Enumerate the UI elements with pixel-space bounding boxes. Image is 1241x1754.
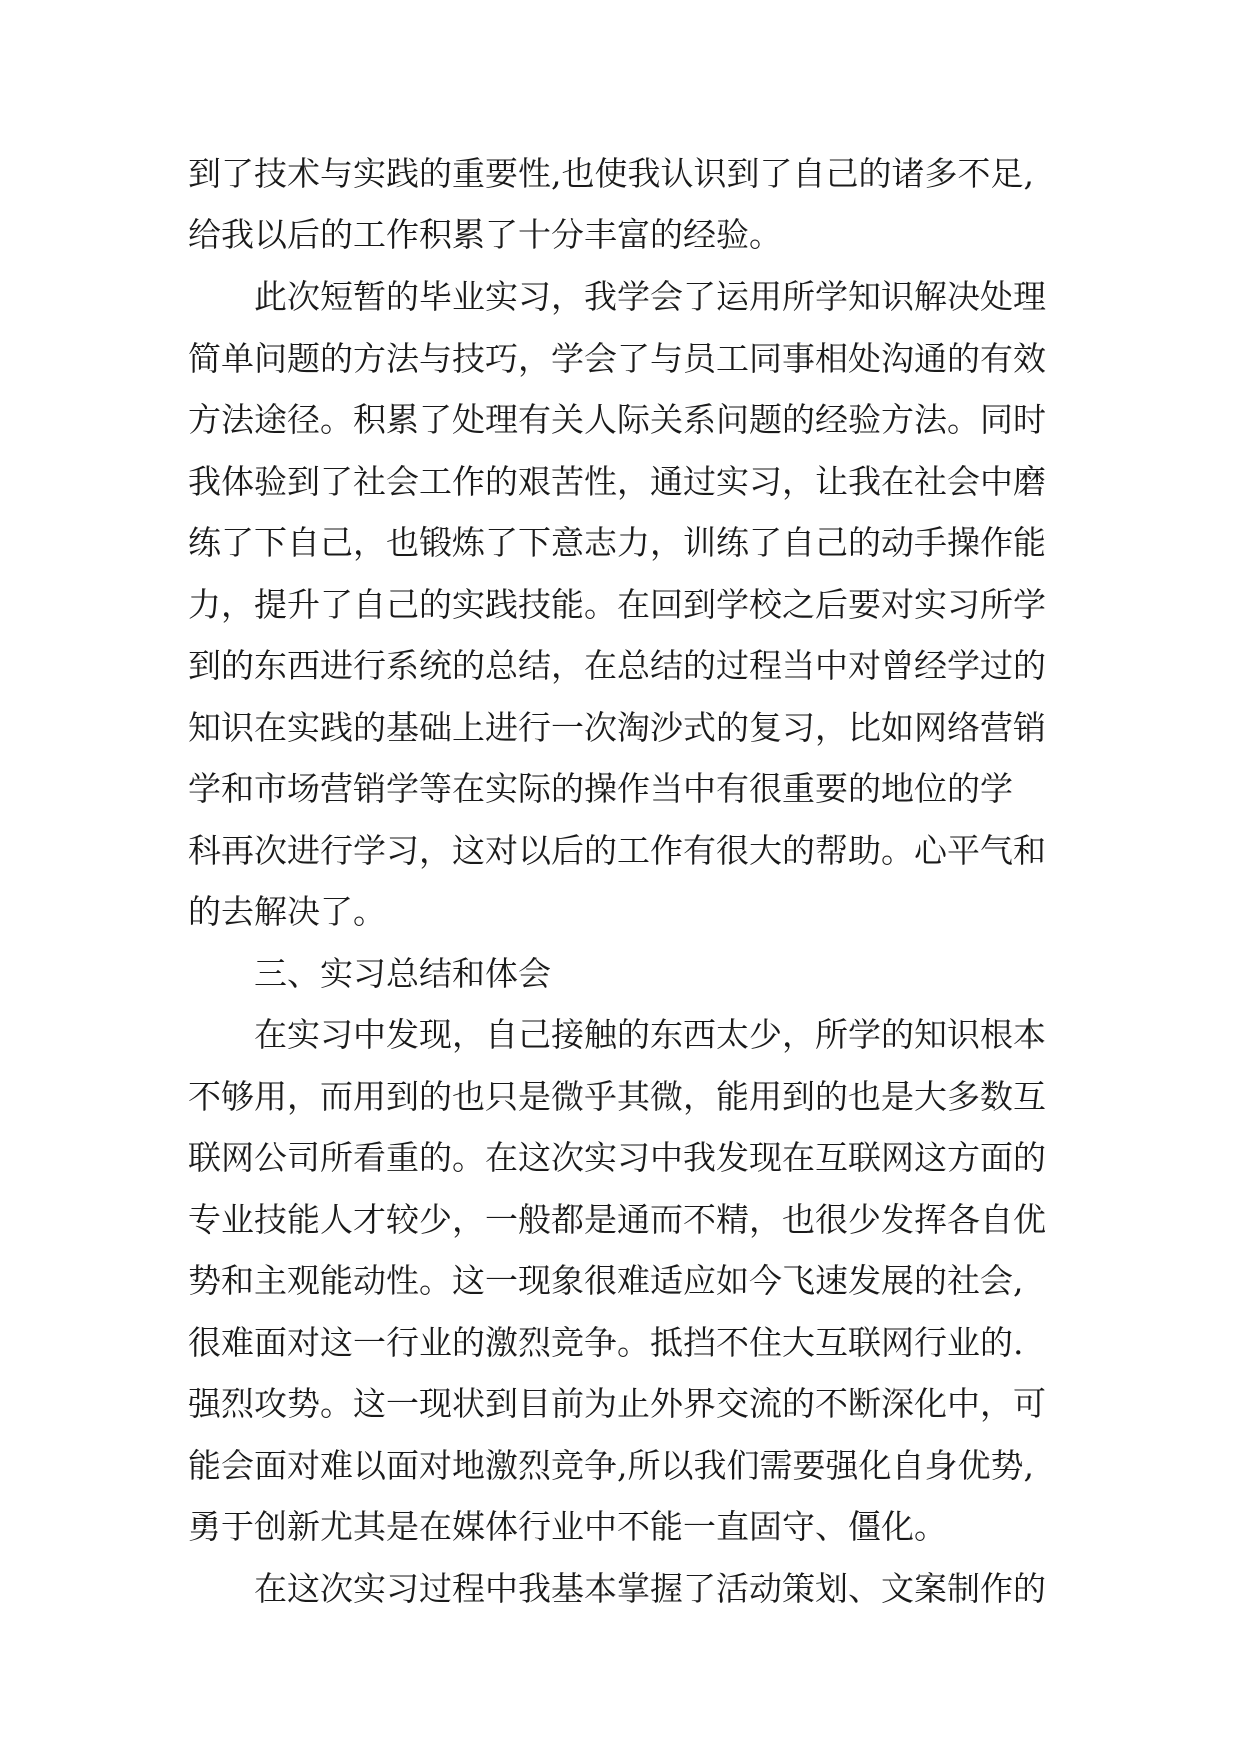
section-heading: 三、实习总结和体会: [254, 954, 551, 993]
text-line: 的去解决了。: [188, 892, 386, 931]
text-line: 在实习中发现，自己接触的东西太少，所学的知识根本: [254, 1015, 1046, 1054]
text-line: 很难面对这一行业的激烈竞争。抵挡不住大互联网行业的.: [188, 1323, 1024, 1362]
text-line: 练了下自己，也锻炼了下意志力，训练了自己的动手操作能: [188, 523, 1046, 562]
text-line: 力，提升了自己的实践技能。在回到学校之后要对实习所学: [188, 585, 1046, 624]
text-line: 简单问题的方法与技巧，学会了与员工同事相处沟通的有效: [188, 339, 1046, 378]
text-line: 我体验到了社会工作的艰苦性，通过实习，让我在社会中磨: [188, 462, 1046, 501]
text-line: 专业技能人才较少，一般都是通而不精，也很少发挥各自优: [188, 1200, 1046, 1239]
text-line: 勇于创新尤其是在媒体行业中不能一直固守、僵化。: [188, 1507, 947, 1546]
text-line: 势和主观能动性。这一现象很难适应如今飞速发展的社会,: [188, 1261, 1024, 1300]
text-line: 能会面对难以面对地激烈竞争,所以我们需要强化自身优势,: [188, 1446, 1034, 1485]
text-line: 给我以后的工作积累了十分丰富的经验。: [188, 215, 782, 254]
text-line: 在这次实习过程中我基本掌握了活动策划、文案制作的: [254, 1569, 1046, 1608]
text-line: 方法途径。积累了处理有关人际关系问题的经验方法。同时: [188, 400, 1046, 439]
text-line: 强烈攻势。这一现状到目前为止外界交流的不断深化中，可: [188, 1384, 1046, 1423]
text-line: 到了技术与实践的重要性,也使我认识到了自己的诸多不足,: [188, 154, 1034, 193]
text-line: 不够用，而用到的也只是微乎其微，能用到的也是大多数互: [188, 1077, 1046, 1116]
text-line: 到的东西进行系统的总结，在总结的过程当中对曾经学过的: [188, 646, 1046, 685]
text-line: 学和市场营销学等在实际的操作当中有很重要的地位的学: [188, 769, 1013, 808]
text-line: 联网公司所看重的。在这次实习中我发现在互联网这方面的: [188, 1138, 1046, 1177]
text-line: 此次短暂的毕业实习，我学会了运用所学知识解决处理: [254, 277, 1046, 316]
text-line: 科再次进行学习，这对以后的工作有很大的帮助。心平气和: [188, 831, 1046, 870]
text-line: 知识在实践的基础上进行一次淘沙式的复习，比如网络营销: [188, 708, 1046, 747]
